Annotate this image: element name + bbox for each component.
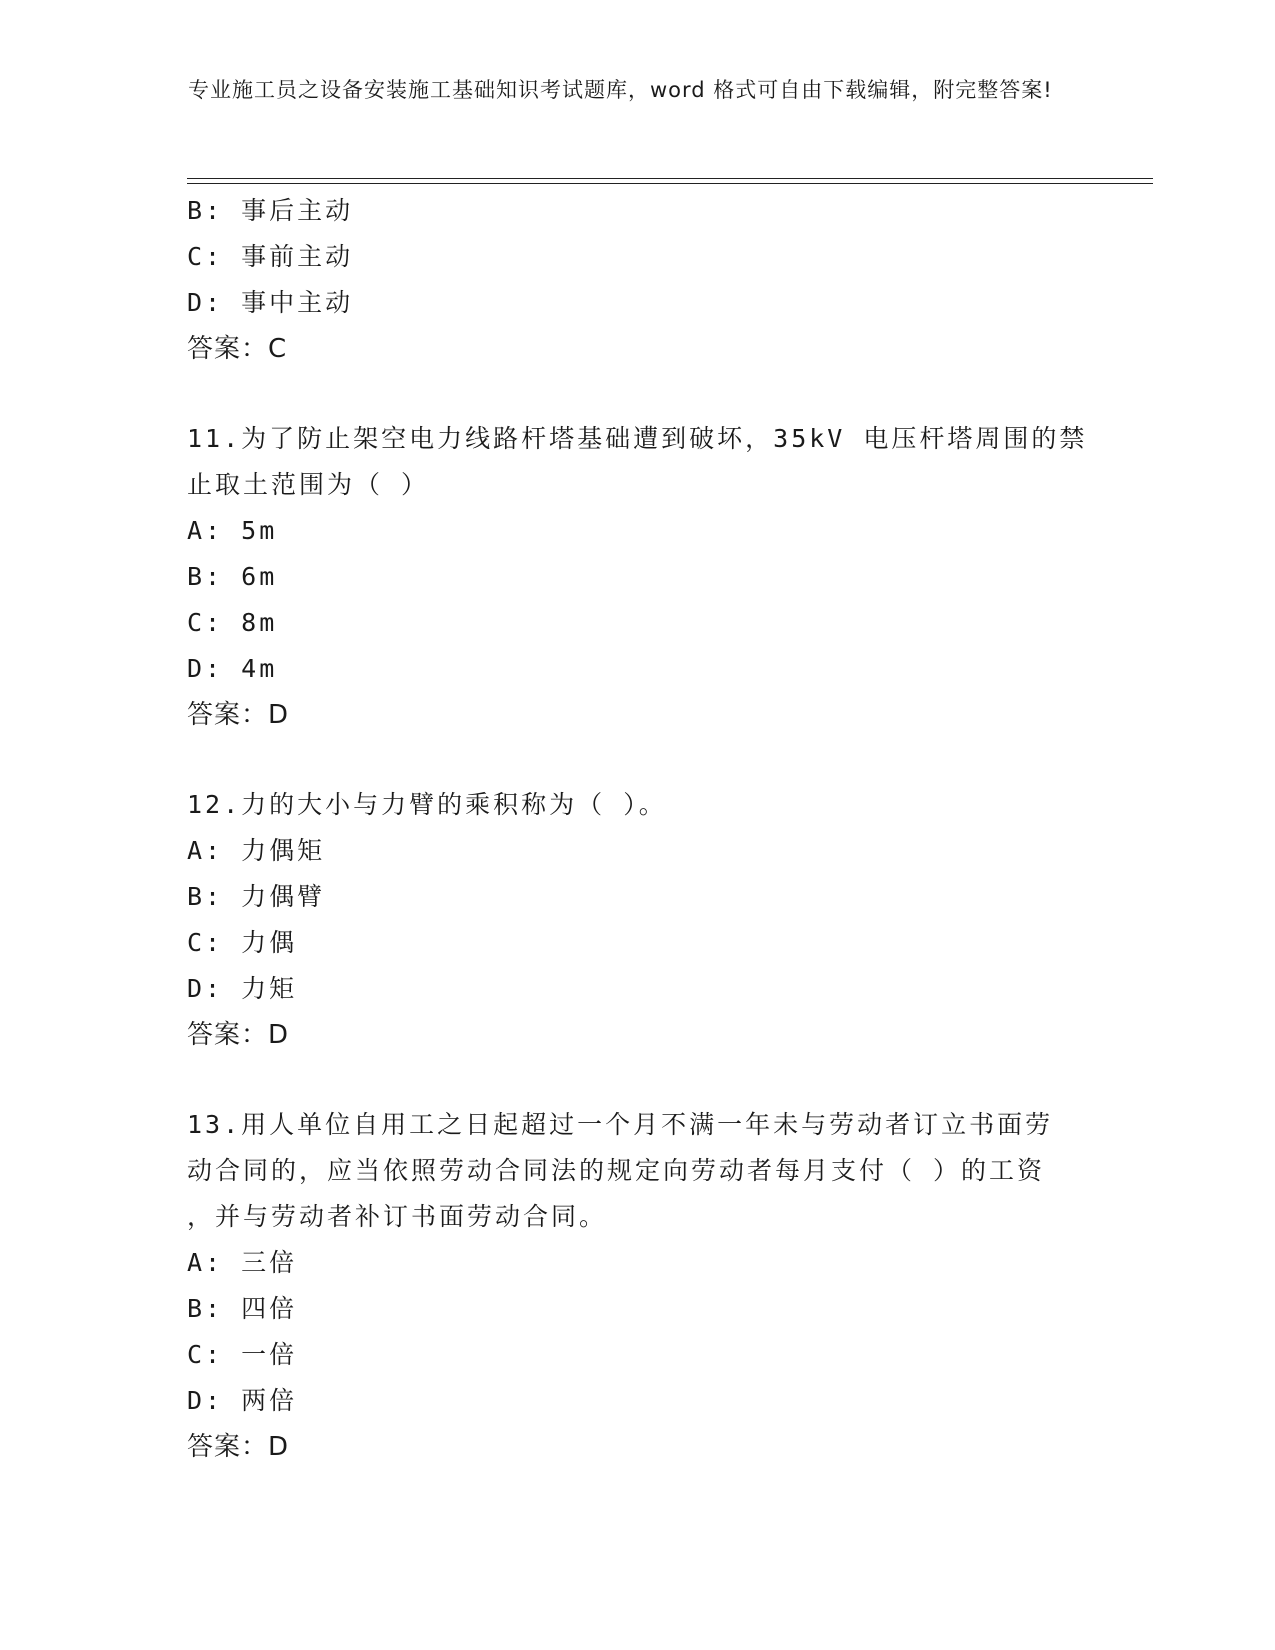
question-stem-line: 止取土范围为（ ） — [187, 470, 430, 499]
option-a: A: 力偶矩 — [187, 836, 326, 865]
option-c: C: 事前主动 — [187, 242, 354, 271]
option-c: C: 8m — [187, 608, 278, 637]
header-divider-bottom — [187, 183, 1153, 184]
option-b: B: 力偶臂 — [187, 882, 326, 911]
answer-line: 答案：D — [187, 1020, 290, 1050]
option-b: B: 四倍 — [187, 1294, 298, 1323]
option-a: A: 5m — [187, 516, 278, 545]
option-c: C: 一倍 — [187, 1340, 298, 1369]
option-d: D: 事中主动 — [187, 288, 354, 317]
option-c: C: 力偶 — [187, 928, 298, 957]
spacer — [187, 738, 1087, 782]
option-d: D: 力矩 — [187, 974, 298, 1003]
question-stem-line: 动合同的，应当依照劳动合同法的规定向劳动者每月支付（ ）的工资 — [187, 1156, 1046, 1185]
option-a: A: 三倍 — [187, 1248, 298, 1277]
question-13 — [187, 1102, 1087, 1470]
question-12 — [187, 782, 1087, 1058]
option-b: B: 事后主动 — [187, 196, 354, 225]
answer-line: 答案：C — [187, 334, 288, 364]
question-10-continuation — [187, 188, 1087, 372]
question-stem-line: ，并与劳动者补订书面劳动合同。 — [187, 1202, 608, 1231]
question-stem-line: 11.为了防止架空电力线路杆塔基础遭到破坏，35kV 电压杆塔周围的禁 — [187, 424, 1088, 453]
answer-line: 答案：D — [187, 700, 290, 730]
header-divider-top — [187, 178, 1153, 179]
document-header: 专业施工员之设备安装施工基础知识考试题库，word 格式可自由下载编辑，附完整答案! — [188, 78, 1053, 102]
question-stem-line: 13.用人单位自用工之日起超过一个月不满一年未与劳动者订立书面劳 — [187, 1110, 1054, 1139]
answer-line: 答案：D — [187, 1432, 290, 1462]
option-d: D: 两倍 — [187, 1386, 298, 1415]
question-list — [187, 188, 1087, 1470]
option-d: D: 4m — [187, 654, 278, 683]
question-11 — [187, 416, 1087, 738]
spacer — [187, 372, 1087, 416]
option-b: B: 6m — [187, 562, 278, 591]
question-stem-line: 12.力的大小与力臂的乘积称为（ ）。 — [187, 790, 667, 819]
spacer — [187, 1058, 1087, 1102]
